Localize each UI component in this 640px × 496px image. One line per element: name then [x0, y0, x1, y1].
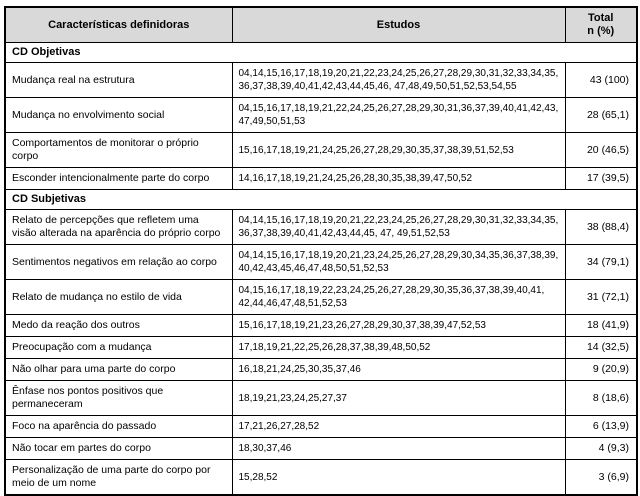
estudos-cell: 14,16,17,18,19,21,24,25,26,28,30,35,38,39,47,50,52 — [232, 168, 565, 190]
total-cell: 17 (39,5) — [565, 168, 637, 190]
total-cell: 31 (72,1) — [565, 280, 637, 315]
total-cell: 28 (65,1) — [565, 98, 637, 133]
caracteristica-cell: Foco na aparência do passado — [5, 416, 232, 438]
total-cell: 38 (88,4) — [565, 210, 637, 245]
estudos-cell: 04,14,15,16,17,18,19,20,21,22,23,24,25,26,27,28,29,30,31,32,33,34,35, 36,37,38,39,40,41,42,43,44,45, 47, 49,51,52,53 — [232, 210, 565, 245]
col-header-total — [565, 7, 637, 43]
estudos-cell: 15,16,17,18,19,21,24,25,26,27,28,29,30,35,37,38,39,51,52,53 — [232, 133, 565, 168]
caracteristica-cell: Medo da reação dos outros — [5, 315, 232, 337]
total-cell: 18 (41,9) — [565, 315, 637, 337]
estudos-cell: 17,18,19,21,22,25,26,28,37,38,39,48,50,52 — [232, 337, 565, 359]
caracteristica-cell: Relato de mudança no estilo de vida — [5, 280, 232, 315]
section-title: CD Subjetivas — [5, 190, 637, 210]
total-cell: 14 (32,5) — [565, 337, 637, 359]
table-row — [5, 381, 637, 416]
section-row-subjetivas — [5, 190, 637, 210]
caracteristica-cell: Comportamentos de monitorar o próprio corpo — [5, 133, 232, 168]
table-row — [5, 168, 637, 190]
estudos-cell: 15,16,17,18,19,21,23,26,27,28,29,30,37,38,39,47,52,53 — [232, 315, 565, 337]
total-cell: 3 (6,9) — [565, 460, 637, 496]
caracteristica-cell: Não olhar para uma parte do corpo — [5, 359, 232, 381]
section-row-objetivas — [5, 43, 637, 63]
estudos-cell: 18,30,37,46 — [232, 438, 565, 460]
table-row — [5, 438, 637, 460]
total-cell: 8 (18,6) — [565, 381, 637, 416]
estudos-cell: 15,28,52 — [232, 460, 565, 496]
caracteristica-cell: Personalização de uma parte do corpo por meio de um nome — [5, 460, 232, 496]
table-row — [5, 460, 637, 496]
estudos-cell: 18,19,21,23,24,25,27,37 — [232, 381, 565, 416]
caracteristica-cell: Esconder intencionalmente parte do corpo — [5, 168, 232, 190]
caracteristica-cell: Não tocar em partes do corpo — [5, 438, 232, 460]
table-row — [5, 98, 637, 133]
estudos-cell: 04,15,16,17,18,19,22,23,24,25,26,27,28,29,30,35,36,37,38,39,40,41, 42,44,46,47,48,51,52,53 — [232, 280, 565, 315]
total-cell: 6 (13,9) — [565, 416, 637, 438]
table-row — [5, 245, 637, 280]
caracteristica-cell: Relato de percepções que refletem uma visão alterada na aparência do próprio corpo — [5, 210, 232, 245]
estudos-cell: 16,18,21,24,25,30,35,37,46 — [232, 359, 565, 381]
col-header-total-line1: Total — [588, 12, 614, 24]
col-header-caracteristicas: Características definidoras — [5, 7, 232, 43]
table-row — [5, 315, 637, 337]
total-cell: 20 (46,5) — [565, 133, 637, 168]
caracteristica-cell: Sentimentos negativos em relação ao corpo — [5, 245, 232, 280]
total-cell: 43 (100) — [565, 63, 637, 98]
table-row — [5, 210, 637, 245]
estudos-cell: 04,14,15,16,17,18,19,20,21,22,23,24,25,26,27,28,29,30,31,32,33,34,35, 36,37,38,39,40,41,42,43,44,45,46, 47,48,49,50,51,52,53,54,55 — [232, 63, 565, 98]
table-row — [5, 133, 637, 168]
caracteristica-cell: Ênfase nos pontos positivos que permaneceram — [5, 381, 232, 416]
caracteristica-cell: Mudança no envolvimento social — [5, 98, 232, 133]
total-cell: 34 (79,1) — [565, 245, 637, 280]
col-header-total-line2: n (%) — [587, 25, 615, 37]
estudos-cell: 17,21,26,27,28,52 — [232, 416, 565, 438]
table-row — [5, 416, 637, 438]
estudos-cell: 04,14,15,16,17,18,19,20,21,23,24,25,26,27,28,29,30,34,35,36,37,38,39, 40,42,43,45,46,47,48,50,51,52,53 — [232, 245, 565, 280]
section-title: CD Objetivas — [5, 43, 637, 63]
header-row — [5, 7, 637, 43]
estudos-cell: 04,15,16,17,18,19,21,22,24,25,26,27,28,29,30,31,36,37,39,40,41,42,43, 47,49,50,51,53 — [232, 98, 565, 133]
table-row — [5, 337, 637, 359]
table-row — [5, 359, 637, 381]
caracteristica-cell: Preocupação com a mudança — [5, 337, 232, 359]
definidoras-table — [4, 6, 638, 496]
table-row — [5, 280, 637, 315]
table-row — [5, 63, 637, 98]
total-cell: 4 (9,3) — [565, 438, 637, 460]
col-header-estudos: Estudos — [232, 7, 565, 43]
total-cell: 9 (20,9) — [565, 359, 637, 381]
caracteristica-cell: Mudança real na estrutura — [5, 63, 232, 98]
